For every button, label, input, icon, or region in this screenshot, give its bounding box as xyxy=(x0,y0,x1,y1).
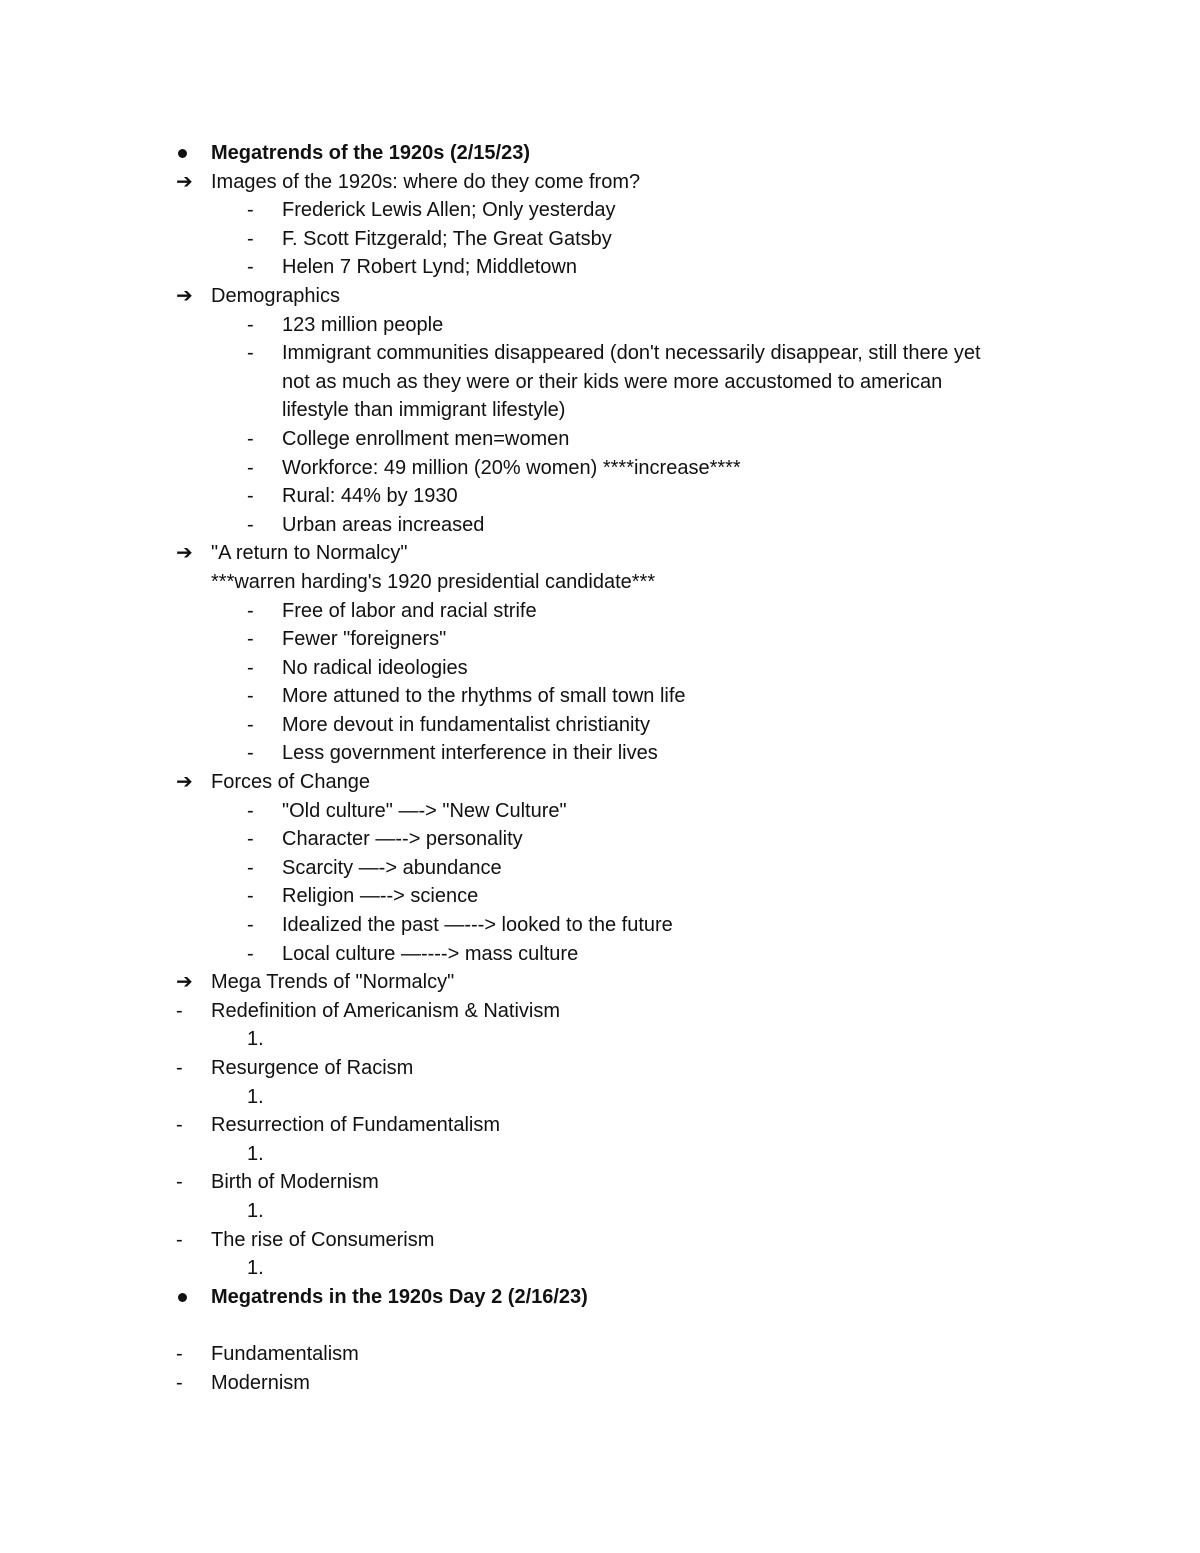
line-text: Urban areas increased xyxy=(282,513,485,536)
dash-bullet: - xyxy=(176,1342,183,1365)
line-text: Demographics xyxy=(211,284,340,307)
line-text: Frederick Lewis Allen; Only yesterday xyxy=(282,199,616,222)
note-line xyxy=(0,1025,1200,1054)
line-text: Resurrection of Fundamentalism xyxy=(211,1114,501,1137)
line-text: Free of labor and racial strife xyxy=(282,599,537,622)
line-text: Fundamentalism xyxy=(211,1342,359,1365)
line-text: Resurgence of Racism xyxy=(211,1057,414,1079)
line-text: Immigrant communities disappeared (don't necessarily disappear, still there yet xyxy=(282,342,981,365)
note-line xyxy=(0,311,1200,340)
note-line xyxy=(0,196,1200,225)
note-line xyxy=(0,797,1200,826)
note-line xyxy=(0,597,1200,626)
note-line xyxy=(0,1311,1200,1340)
note-line xyxy=(0,997,1200,1026)
note-line xyxy=(0,968,1200,997)
note-line xyxy=(0,682,1200,711)
note-line xyxy=(0,882,1200,911)
arrow-bullet-icon: ➔ xyxy=(176,771,193,794)
arrow-bullet-icon: ➔ xyxy=(176,284,193,307)
note-line xyxy=(0,511,1200,540)
line-text: More devout in fundamentalist christianity xyxy=(282,713,650,736)
dash-bullet: - xyxy=(247,914,254,937)
note-line xyxy=(0,1140,1200,1169)
line-text: Mega Trends of "Normalcy" xyxy=(211,971,455,994)
dash-bullet: - xyxy=(247,199,254,222)
dash-bullet: - xyxy=(247,628,254,651)
dash-bullet: - xyxy=(176,1057,183,1079)
note-line xyxy=(0,1083,1200,1112)
document-body xyxy=(0,139,1200,1397)
note-line xyxy=(0,1197,1200,1226)
dash-bullet: - xyxy=(247,513,254,536)
bullet-icon xyxy=(178,149,187,158)
note-line xyxy=(0,1168,1200,1197)
note-line xyxy=(0,1254,1200,1283)
line-text: Fewer "foreigners" xyxy=(282,628,447,651)
line-text: Helen 7 Robert Lynd; Middletown xyxy=(282,256,577,279)
arrow-bullet-icon: ➔ xyxy=(176,542,193,565)
note-line xyxy=(0,654,1200,683)
arrow-bullet-icon: ➔ xyxy=(176,170,193,193)
note-line xyxy=(0,1054,1200,1083)
note-line xyxy=(0,711,1200,740)
dash-bullet: - xyxy=(247,256,254,279)
note-line xyxy=(0,539,1200,568)
dash-bullet: - xyxy=(247,828,254,851)
note-line xyxy=(0,739,1200,768)
dash-bullet: - xyxy=(176,1371,183,1394)
line-text: 1. xyxy=(247,1257,264,1280)
dash-bullet: - xyxy=(247,427,254,450)
line-text: No radical ideologies xyxy=(282,656,468,679)
note-line xyxy=(0,425,1200,454)
line-text: "Old culture" —-> "New Culture" xyxy=(282,799,567,822)
line-text: Local culture —----> mass culture xyxy=(282,942,579,965)
dash-bullet: - xyxy=(247,599,254,622)
note-line xyxy=(0,625,1200,654)
line-text: 1. xyxy=(247,1142,264,1165)
dash-bullet: - xyxy=(247,742,254,765)
line-text: not as much as they were or their kids were more accustomed to american xyxy=(282,370,943,393)
line-text: 1. xyxy=(247,1199,264,1222)
note-line xyxy=(0,911,1200,940)
line-text: Megatrends in the 1920s Day 2 (2/16/23) xyxy=(211,1285,588,1308)
note-line xyxy=(0,1340,1200,1369)
line-text: Images of the 1920s: where do they come from? xyxy=(211,170,641,193)
line-text: 123 million people xyxy=(282,313,444,336)
note-line xyxy=(0,1369,1200,1398)
dash-bullet: - xyxy=(247,799,254,822)
note-line xyxy=(0,1111,1200,1140)
line-text: 1. xyxy=(247,1028,264,1051)
line-text: Rural: 44% by 1930 xyxy=(282,485,458,508)
dash-bullet: - xyxy=(247,227,254,250)
dash-bullet: - xyxy=(247,456,254,479)
dash-bullet: - xyxy=(176,1171,183,1194)
dash-bullet: - xyxy=(247,713,254,736)
bullet-icon xyxy=(178,1293,187,1302)
dash-bullet: - xyxy=(247,942,254,965)
line-text: College enrollment men=women xyxy=(282,427,570,450)
dash-bullet: - xyxy=(176,1114,183,1137)
dash-bullet: - xyxy=(176,1228,183,1251)
line-text: lifestyle than immigrant lifestyle) xyxy=(282,399,566,422)
note-line xyxy=(0,568,1200,597)
line-text: Workforce: 49 million (20% women) ****increase**** xyxy=(282,456,741,479)
line-text: "A return to Normalcy" xyxy=(211,542,408,565)
note-line xyxy=(0,168,1200,197)
line-text: Scarcity —-> abundance xyxy=(282,856,502,879)
line-text: ***warren harding's 1920 presidential candidate*** xyxy=(211,570,656,593)
dash-bullet: - xyxy=(247,342,254,365)
section-heading xyxy=(0,139,1200,168)
note-line xyxy=(0,482,1200,511)
line-text: The rise of Consumerism xyxy=(211,1228,435,1251)
dash-bullet: - xyxy=(247,313,254,336)
dash-bullet: - xyxy=(247,885,254,908)
section-heading xyxy=(0,1283,1200,1312)
line-text: Idealized the past —---> looked to the future xyxy=(282,914,673,937)
line-text: 1. xyxy=(247,1085,264,1108)
note-line xyxy=(0,768,1200,797)
note-line xyxy=(0,1226,1200,1255)
note-line xyxy=(0,253,1200,282)
line-text: Less government interference in their lives xyxy=(282,742,658,765)
line-text: F. Scott Fitzgerald; The Great Gatsby xyxy=(282,227,612,250)
dash-bullet: - xyxy=(247,685,254,708)
line-text: Modernism xyxy=(211,1371,310,1394)
line-text: Redefinition of Americanism & Nativism xyxy=(211,999,561,1022)
note-line xyxy=(0,396,1200,425)
dash-bullet: - xyxy=(247,656,254,679)
note-line xyxy=(0,825,1200,854)
line-text: More attuned to the rhythms of small town life xyxy=(282,685,686,708)
dash-bullet: - xyxy=(247,485,254,508)
line-text: Character —--> personality xyxy=(282,828,523,851)
dash-bullet: - xyxy=(247,856,254,879)
note-line xyxy=(0,225,1200,254)
line-text: Religion —--> science xyxy=(282,885,479,908)
note-line xyxy=(0,454,1200,483)
note-line xyxy=(0,940,1200,969)
note-line xyxy=(0,339,1200,368)
note-line xyxy=(0,368,1200,397)
line-text: Forces of Change xyxy=(211,771,370,794)
line-text: Birth of Modernism xyxy=(211,1171,379,1194)
note-line xyxy=(0,282,1200,311)
dash-bullet: - xyxy=(176,999,183,1022)
arrow-bullet-icon: ➔ xyxy=(176,971,193,994)
note-line xyxy=(0,854,1200,883)
line-text: Megatrends of the 1920s (2/15/23) xyxy=(211,142,531,164)
